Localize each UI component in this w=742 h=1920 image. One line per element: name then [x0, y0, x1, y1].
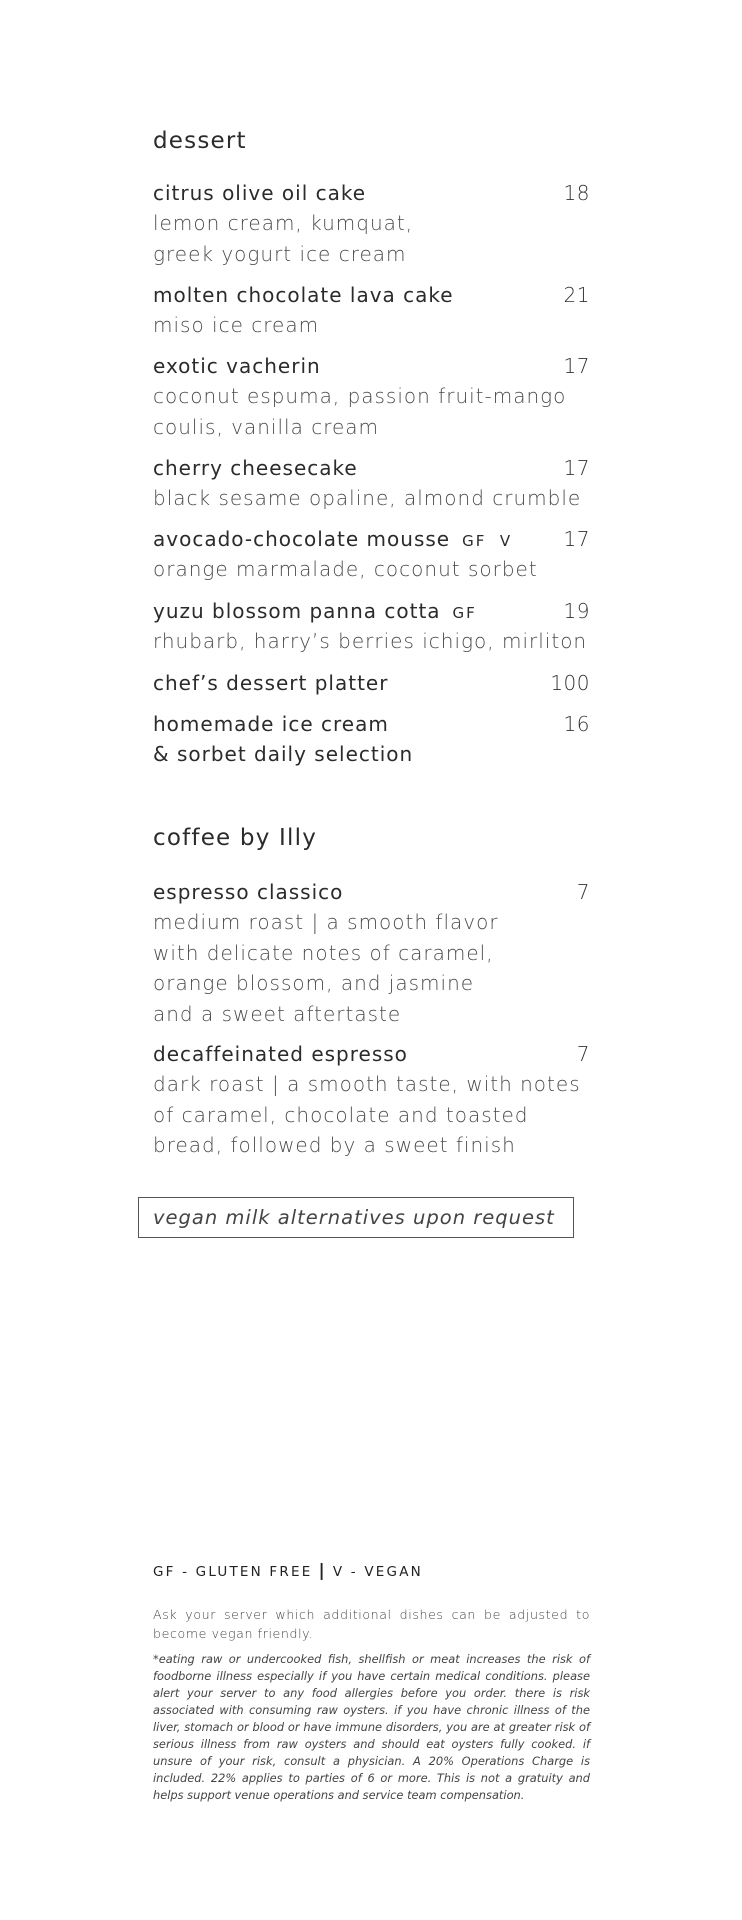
coffee-section-title: coffee by Illy [153, 825, 318, 851]
item-name: citrus olive oil cake [153, 181, 367, 205]
item-price: 17 [563, 527, 590, 551]
dietary-tags: GF [452, 604, 477, 622]
legend-separator: | [318, 1561, 327, 1581]
menu-item-chefs-dessert-platter [153, 668, 590, 698]
menu-item-cherry-cheesecake [153, 453, 590, 514]
menu-item-homemade-ice-cream [153, 709, 590, 769]
item-name: homemade ice cream & sorbet daily selection [153, 712, 414, 766]
item-price: 16 [563, 712, 590, 736]
dietary-tags: GF V [462, 532, 513, 550]
menu-item-espresso-classico [153, 877, 590, 1029]
item-name: decaffeinated espresso [153, 1042, 408, 1066]
menu-item-molten-chocolate-lava-cake [153, 280, 590, 341]
vegan-adjust-note: Ask your server which additional dishes can be adjusted to become vegan friendly. [153, 1607, 590, 1641]
item-description: dark roast | a smooth taste, with notes of caramel, chocolate and toasted bread, followed by a sweet finish [153, 1072, 581, 1157]
menu-item-citrus-olive-oil-cake [153, 178, 590, 269]
item-price: 7 [576, 880, 590, 904]
dessert-section-title: dessert [153, 128, 247, 154]
item-name: chef’s dessert platter [153, 671, 389, 695]
item-price: 7 [576, 1042, 590, 1066]
item-price: 17 [563, 354, 590, 378]
item-description: orange marmalade, coconut sorbet [153, 557, 538, 581]
item-price: 19 [563, 599, 590, 623]
item-name: yuzu blossom panna cotta [153, 599, 441, 623]
item-description: medium roast | a smooth flavor with delicate notes of caramel, orange blossom, and jasmine and a sweet aftertaste [153, 910, 499, 1026]
item-name: avocado-chocolate mousse [153, 527, 451, 551]
menu-item-decaffeinated-espresso [153, 1039, 590, 1161]
item-description: coconut espuma, passion fruit-mango coulis, vanilla cream [153, 384, 567, 439]
item-description: lemon cream, kumquat, greek yogurt ice cream [153, 211, 414, 266]
item-name: espresso classico [153, 880, 344, 904]
vegan-milk-note: vegan milk alternatives upon request [153, 1206, 555, 1229]
item-price: 18 [563, 181, 590, 205]
menu-item-avocado-chocolate-mousse [153, 524, 590, 585]
item-name: molten chocolate lava cake [153, 283, 454, 307]
menu-item-yuzu-blossom-panna-cotta [153, 596, 590, 657]
item-name: cherry cheesecake [153, 456, 358, 480]
item-price: 100 [550, 671, 590, 695]
item-description: rhubarb, harry’s berries ichigo, mirliton [153, 629, 588, 653]
food-safety-disclaimer: *eating raw or undercooked fish, shellfish or meat increases the risk of foodborne illness especially if you have certain medical conditions. please alert your server to any food allergies before you order. there is risk associated with consuming raw oysters. if you have chronic illness of the liver, stomach or blood or have immune disorders, you are at greater risk of serious illness from raw oysters and should eat oysters fully cooked. if unsure of your risk, consult a physician. A 20% Operations Charge is included. 22% applies to parties of 6 or more. This is not a gratuity and helps support venue operations and service team compensation. [153, 1652, 590, 1802]
item-price: 21 [563, 283, 590, 307]
legend-gluten-free: GF - GLUTEN FREE [153, 1564, 313, 1580]
vegan-milk-note-box [138, 1197, 574, 1238]
item-description: black sesame opaline, almond crumble [153, 486, 582, 510]
menu-item-exotic-vacherin [153, 351, 590, 442]
dietary-legend [153, 1561, 423, 1581]
item-price: 17 [563, 456, 590, 480]
legend-vegan: V - VEGAN [332, 1564, 423, 1580]
item-name: exotic vacherin [153, 354, 321, 378]
item-description: miso ice cream [153, 313, 320, 337]
